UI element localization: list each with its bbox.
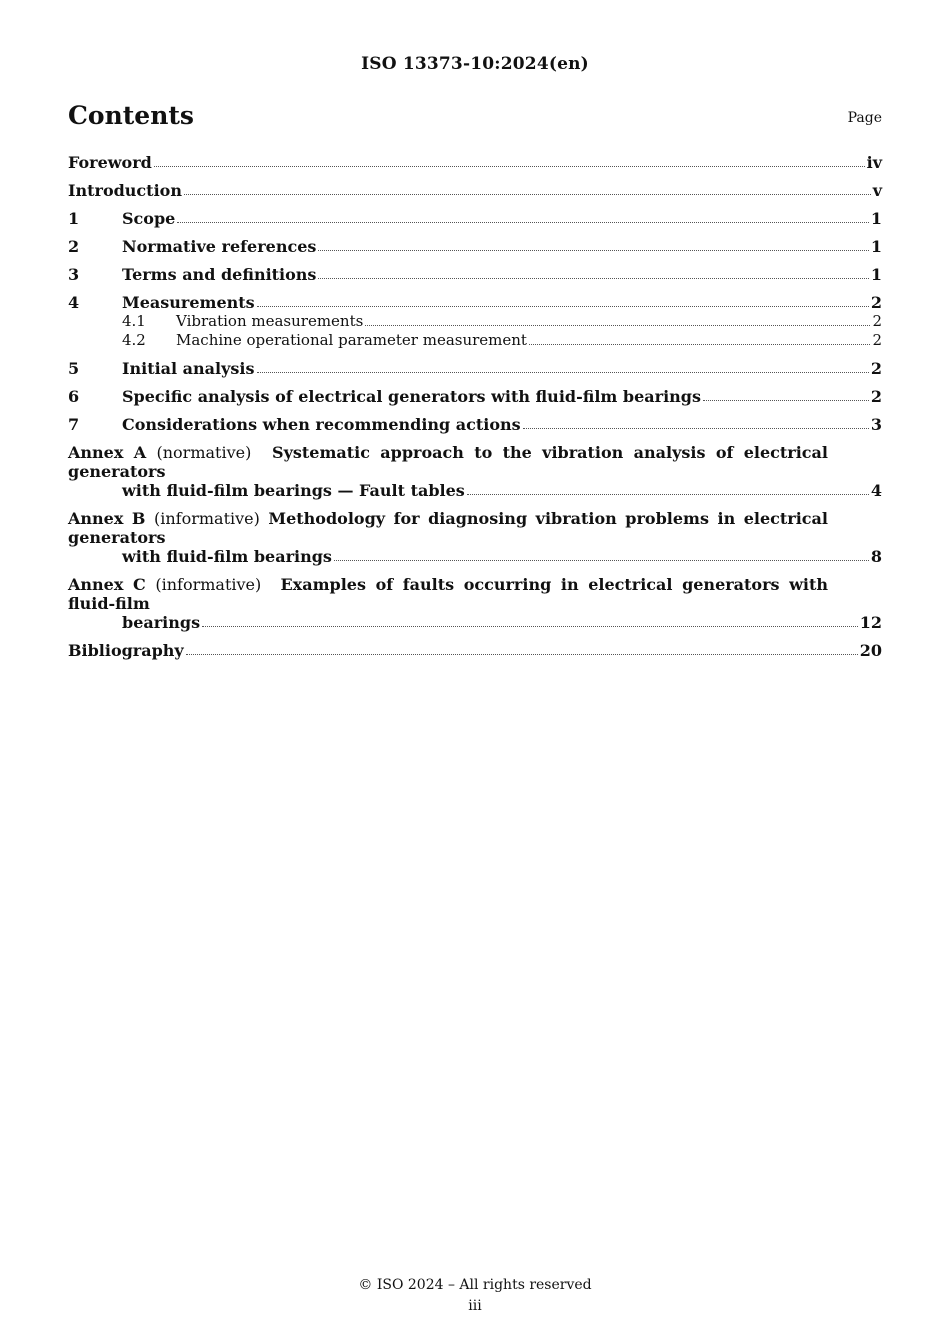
toc-title: Initial analysis bbox=[122, 359, 255, 378]
toc-entry-measurements[interactable] bbox=[68, 293, 882, 312]
annex-heading-line bbox=[68, 575, 882, 613]
toc-page: 3 bbox=[870, 415, 882, 434]
toc-page: 4 bbox=[870, 481, 882, 500]
toc-page: 8 bbox=[870, 547, 882, 566]
toc-number: 4.2 bbox=[122, 331, 146, 349]
toc-entry-operational-parameter-measurement[interactable] bbox=[68, 331, 882, 350]
toc-page: 1 bbox=[870, 237, 882, 256]
toc-number: 6 bbox=[68, 387, 80, 406]
toc-entry-foreword[interactable] bbox=[68, 153, 882, 172]
dot-leader bbox=[257, 305, 869, 307]
dot-leader bbox=[318, 249, 868, 251]
toc-title: Foreword bbox=[68, 153, 152, 172]
annex-heading-line bbox=[68, 509, 882, 547]
page-column-label: Page bbox=[847, 110, 882, 126]
toc-entry-annex-a[interactable] bbox=[68, 443, 882, 500]
dot-leader bbox=[365, 324, 870, 326]
annex-title-continuation bbox=[68, 613, 882, 632]
dot-leader bbox=[523, 427, 869, 429]
dot-leader bbox=[154, 165, 865, 167]
annex-heading-line bbox=[68, 443, 882, 481]
dot-leader bbox=[257, 371, 869, 373]
toc-number: 2 bbox=[68, 237, 80, 256]
annex-title-line1: Examples of faults occurring in electrical generators with fluid-film bbox=[68, 575, 829, 613]
annex-title-continuation bbox=[68, 547, 882, 566]
toc-title: Considerations when recommending actions bbox=[122, 415, 521, 434]
table-of-contents bbox=[68, 153, 882, 660]
dot-leader bbox=[467, 493, 869, 495]
toc-page: 1 bbox=[870, 209, 882, 228]
toc-page: 20 bbox=[859, 641, 882, 660]
toc-page: 12 bbox=[859, 613, 882, 632]
toc-entry-annex-c[interactable] bbox=[68, 575, 882, 632]
toc-title: Bibliography bbox=[68, 641, 184, 660]
annex-title-line2: with fluid-film bearings — Fault tables bbox=[122, 481, 465, 500]
annex-label: Annex C bbox=[68, 575, 146, 594]
toc-page: 2 bbox=[870, 359, 882, 378]
toc-page: v bbox=[872, 181, 882, 200]
toc-entry-annex-b[interactable] bbox=[68, 509, 882, 566]
toc-entry-vibration-measurements[interactable] bbox=[68, 312, 882, 331]
toc-number: 3 bbox=[68, 265, 80, 284]
toc-page: iv bbox=[866, 153, 882, 172]
document-id: ISO 13373-10:2024(en) bbox=[361, 54, 589, 74]
footer-page-number: iii bbox=[468, 1298, 482, 1314]
toc-page: 2 bbox=[870, 387, 882, 406]
annex-type: (informative) bbox=[153, 509, 260, 528]
toc-title: Introduction bbox=[68, 181, 182, 200]
toc-number: 1 bbox=[68, 209, 80, 228]
toc-title: Normative references bbox=[122, 237, 317, 256]
annex-label: Annex A bbox=[68, 443, 147, 462]
toc-title: Machine operational parameter measurement bbox=[176, 331, 527, 349]
annex-type: (informative) bbox=[155, 575, 262, 594]
toc-page: 1 bbox=[870, 265, 882, 284]
toc-number: 7 bbox=[68, 415, 80, 434]
dot-leader bbox=[186, 653, 858, 655]
annex-title-line2: with fluid-film bearings bbox=[122, 547, 332, 566]
toc-entry-terms-definitions[interactable] bbox=[68, 265, 882, 284]
annex-title-line1: Systematic approach to the vibration analysis of electrical generators bbox=[68, 443, 828, 481]
footer-copyright: © ISO 2024 – All rights reserved bbox=[358, 1277, 592, 1293]
toc-number: 4.1 bbox=[122, 312, 146, 330]
annex-title-line2: bearings bbox=[122, 613, 201, 632]
toc-title: Vibration measurements bbox=[176, 312, 364, 330]
contents-heading: Contents bbox=[68, 101, 195, 130]
dot-leader bbox=[529, 343, 870, 345]
toc-page: 2 bbox=[872, 331, 882, 349]
toc-title: Specific analysis of electrical generators with fluid-film bearings bbox=[122, 387, 701, 406]
toc-entry-scope[interactable] bbox=[68, 209, 882, 228]
toc-number: 4 bbox=[68, 293, 80, 312]
dot-leader bbox=[703, 399, 869, 401]
toc-title: Terms and definitions bbox=[122, 265, 317, 284]
dot-leader bbox=[334, 559, 869, 561]
toc-entry-normative-references[interactable] bbox=[68, 237, 882, 256]
annex-title-continuation bbox=[68, 481, 882, 500]
toc-title: Measurements bbox=[122, 293, 255, 312]
toc-entry-initial-analysis[interactable] bbox=[68, 359, 882, 378]
annex-type: (normative) bbox=[156, 443, 252, 462]
annex-label: Annex B bbox=[68, 509, 146, 528]
toc-number: 5 bbox=[68, 359, 80, 378]
toc-entry-introduction[interactable] bbox=[68, 181, 882, 200]
toc-page: 2 bbox=[872, 312, 882, 330]
toc-title: Scope bbox=[122, 209, 176, 228]
annex-title-line1: Methodology for diagnosing vibration problems in electrical generators bbox=[68, 509, 828, 547]
toc-page: 2 bbox=[870, 293, 882, 312]
dot-leader bbox=[318, 277, 868, 279]
dot-leader bbox=[177, 221, 869, 223]
dot-leader bbox=[202, 625, 858, 627]
toc-entry-bibliography[interactable] bbox=[68, 641, 882, 660]
toc-entry-specific-analysis[interactable] bbox=[68, 387, 882, 406]
toc-entry-recommending-actions[interactable] bbox=[68, 415, 882, 434]
dot-leader bbox=[184, 193, 871, 195]
